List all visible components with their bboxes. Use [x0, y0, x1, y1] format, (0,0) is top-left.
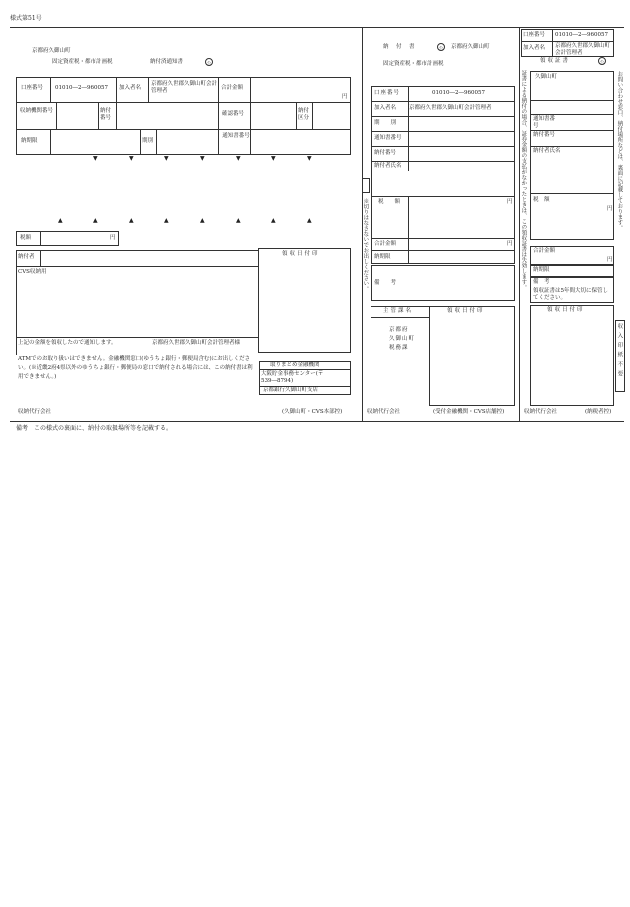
cut-mark-up-icon: ▲: [93, 217, 98, 224]
row-divider: [530, 146, 614, 147]
left-cvs-label: CVS収納用: [18, 269, 47, 275]
right-side-note: 証書による納付の場合、証券金額の支払がなかったときは、この領収証書は失効します。: [520, 70, 527, 290]
col-divider: [250, 129, 251, 155]
row-divider: [530, 100, 614, 101]
right-member-name: 京都府久世郡久御山町会計管理者: [555, 43, 611, 56]
left-payment-no-label: 納付番号: [100, 108, 112, 122]
middle-tax-label: 税 額: [378, 199, 401, 205]
left-payer-label: 納付者: [18, 254, 35, 260]
row-divider: [530, 193, 614, 194]
row-divider: [16, 102, 351, 103]
col-divider: [156, 129, 157, 155]
cut-mark-up-icon: ▲: [164, 217, 169, 224]
right-revenue-stamp: 収入印紙不要: [616, 323, 623, 380]
middle-remarks-label: 備 考: [374, 280, 397, 286]
left-receipt-stamp-box: [258, 248, 351, 353]
left-bank-label: 収納機関番号: [20, 108, 54, 114]
issuer-town: 京都府久御山町: [32, 48, 71, 54]
cut-mark-down-icon: ▼: [271, 155, 276, 162]
bottom-border: [10, 421, 624, 422]
row-divider: [530, 114, 614, 115]
cut-mark-up-icon: ▲: [307, 217, 312, 224]
middle-receipt-stamp-box: [429, 306, 515, 406]
cut-mark-down-icon: ▼: [93, 155, 98, 162]
col-divider: [552, 29, 553, 57]
left-atm-note: ATMでのお取り扱いはできません。金融機関窓口(ゆうちょ銀行・郵便局含む)にお出しください。(※近畿2府4県以外のゆうちょ銀行・郵便局の窓口で納付される場合には、この納付書は利用できません。): [18, 356, 253, 380]
middle-office-line: 京都府: [389, 327, 409, 333]
row-divider: [371, 306, 429, 307]
right-tax-label: 税 額: [533, 197, 550, 203]
row-divider: [259, 369, 351, 370]
right-payment-no-label: 納付番号: [533, 132, 556, 138]
cut-mark-down-icon: ▼: [200, 155, 205, 162]
col-divider: [148, 77, 149, 102]
middle-title: 納 付 書: [383, 44, 416, 50]
right-account-label: 口座番号: [523, 32, 546, 38]
col-divider: [40, 231, 41, 246]
left-agent: 収納代行会社: [18, 409, 52, 415]
middle-office-line: 税務課: [389, 345, 409, 351]
right-member-label: 加入者名: [523, 45, 546, 51]
cut-mark-up-icon: ▲: [58, 217, 63, 224]
bottom-note: 備考 この様式の裏面に、納付の取扱場所等を記載する。: [16, 425, 173, 432]
col-divider: [296, 102, 297, 129]
right-agent: 収納代行会社: [524, 409, 558, 415]
col-divider: [50, 129, 51, 155]
right-account-number: 01010―2―960057: [555, 32, 608, 38]
left-collector-branch: 京都銀行久御山町支店: [263, 387, 319, 393]
right-notice-no-label: 通知書番号: [533, 116, 556, 129]
col-divider: [250, 77, 251, 102]
left-tax-box: [16, 231, 119, 246]
middle-town: 京都府久御山町: [451, 44, 490, 50]
col-divider: [50, 77, 51, 102]
left-account-label: 口座番号: [21, 85, 44, 91]
issuer-tax-name: 固定資産税・都市計画税: [52, 59, 113, 65]
left-collector-title: 取りまとめ金融機関: [270, 362, 320, 368]
left-collector-center: 大阪貯金事務センター(〒539―8794): [261, 371, 324, 385]
middle-total-yen: 円: [507, 241, 513, 247]
row-divider: [371, 131, 515, 132]
right-receipt-stamp-box: [530, 305, 614, 406]
middle-tax-name: 固定資産税・都市計画税: [383, 61, 444, 67]
left-period-label: 期別: [142, 138, 154, 144]
cut-mark-up-icon: ▲: [271, 217, 276, 224]
cut-mark-down-icon: ▼: [307, 155, 312, 162]
left-tax-label: 税額: [20, 235, 32, 241]
row-divider: [371, 101, 515, 102]
left-total-label: 合計金額: [221, 85, 244, 91]
right-title: 領収証書: [540, 58, 571, 64]
right-total-label: 合計金額: [533, 248, 556, 254]
col-divider: [116, 102, 117, 129]
row-divider: [530, 130, 614, 131]
row-divider: [16, 129, 351, 130]
left-total-yen: 円: [342, 94, 348, 100]
left-tax-yen: 円: [110, 235, 116, 241]
right-receipt-stamp-label: 領収日付印: [547, 307, 585, 313]
col-divider: [408, 86, 409, 171]
cut-mark-up-icon: ▲: [129, 217, 134, 224]
middle-account-label: 口座番号: [374, 90, 401, 96]
middle-member-name: 京都府久世郡久御山町会計管理者: [409, 105, 492, 111]
cut-mark-up-icon: ▲: [236, 217, 241, 224]
right-total-yen: 円: [607, 257, 613, 263]
cut-mark-down-icon: ▼: [164, 155, 169, 162]
col-divider: [250, 102, 251, 129]
left-notice-title: 納付済通知書: [150, 59, 184, 65]
middle-office-label: 主管課名: [383, 308, 414, 314]
col-divider: [218, 102, 219, 129]
top-border: [10, 27, 624, 28]
row-divider: [16, 250, 258, 251]
right-remarks-label: 備 考: [533, 279, 550, 285]
col-divider: [312, 102, 313, 129]
row-divider: [371, 250, 515, 251]
right-tax-yen: 円: [607, 206, 613, 212]
row-divider: [371, 238, 515, 239]
row-divider: [371, 317, 429, 318]
row-divider: [16, 266, 258, 267]
middle-section-label: 期 別: [374, 120, 397, 126]
middle-payer-label: 納付者氏名: [374, 163, 402, 169]
row-divider: [371, 116, 515, 117]
middle-notice-no-label: 通知書番号: [374, 135, 402, 141]
middle-tax-yen: 円: [507, 199, 513, 205]
col-divider: [98, 102, 99, 129]
left-notice-text: 上記の金額を領収したので通知します。: [18, 340, 117, 346]
cut-mark-down-icon: ▼: [236, 155, 241, 162]
right-town: 久御山町: [535, 74, 558, 80]
col-divider: [218, 77, 219, 102]
col-divider: [116, 77, 117, 102]
right-remarks-text: 領収証書は5年間大切に保管してください。: [533, 288, 609, 302]
right-deadline-label: 納期限: [533, 267, 550, 273]
cut-mark-up-icon: ▲: [200, 217, 205, 224]
middle-deadline-label: 納期限: [374, 254, 391, 260]
middle-footer: (受付金融機関・CVS店舗控): [433, 409, 505, 415]
col-divider: [408, 196, 409, 264]
right-inquiry: お問い合わせ窓口、納付場所などは、裏面に記載しております。: [616, 71, 623, 231]
left-member-name: 京都府久世郡久御山町会計管理者: [151, 81, 218, 94]
middle-member-label: 加入者名: [374, 105, 397, 111]
cut-mark-down-icon: ▼: [129, 155, 134, 162]
middle-agent: 収納代行会社: [367, 409, 401, 415]
middle-cut-note: ※切りはなさないでお出しください。: [362, 198, 369, 292]
middle-cut-mark: [362, 178, 370, 193]
row-divider: [371, 146, 515, 147]
left-deadline-label: 納期限: [21, 138, 38, 144]
middle-payment-no-label: 納付番号: [374, 150, 397, 156]
left-account-number: 01010―2―960057: [55, 85, 108, 91]
col-divider: [140, 129, 141, 155]
right-payer-label: 納付者氏名: [533, 148, 561, 154]
right-footer: (納税者控): [585, 409, 612, 415]
left-notice-signer: 京都府久世郡久御山町会計管理者様: [152, 340, 241, 346]
middle-office-line: 久御山町: [389, 336, 416, 342]
row-divider: [16, 337, 258, 338]
left-footer: (久御山町・CVS本部控): [282, 409, 343, 415]
left-member-label: 加入者名: [119, 85, 142, 91]
row-divider: [521, 41, 614, 42]
left-category-label: 納付区分: [298, 108, 310, 122]
row-divider: [371, 161, 515, 162]
middle-account-number: 01010―2―960057: [432, 90, 485, 96]
middle-total-label: 合計金額: [374, 241, 397, 247]
right-main-table: [530, 71, 614, 240]
left-notice-no-label: 通知書番号: [222, 133, 250, 139]
col-divider: [56, 102, 57, 129]
col-divider: [218, 129, 219, 155]
right-seal-icon: 公: [600, 59, 604, 64]
middle-seal-icon: 公: [439, 45, 443, 50]
left-receipt-stamp-label: 領収日付印: [282, 251, 320, 257]
left-seal-icon: 公: [207, 60, 211, 65]
form-number: 様式第51号: [10, 15, 42, 22]
col-divider: [40, 250, 41, 266]
row-divider: [371, 196, 515, 197]
left-confirm-label: 確認番号: [222, 111, 245, 117]
middle-receipt-stamp-label: 領収日付印: [447, 308, 485, 314]
